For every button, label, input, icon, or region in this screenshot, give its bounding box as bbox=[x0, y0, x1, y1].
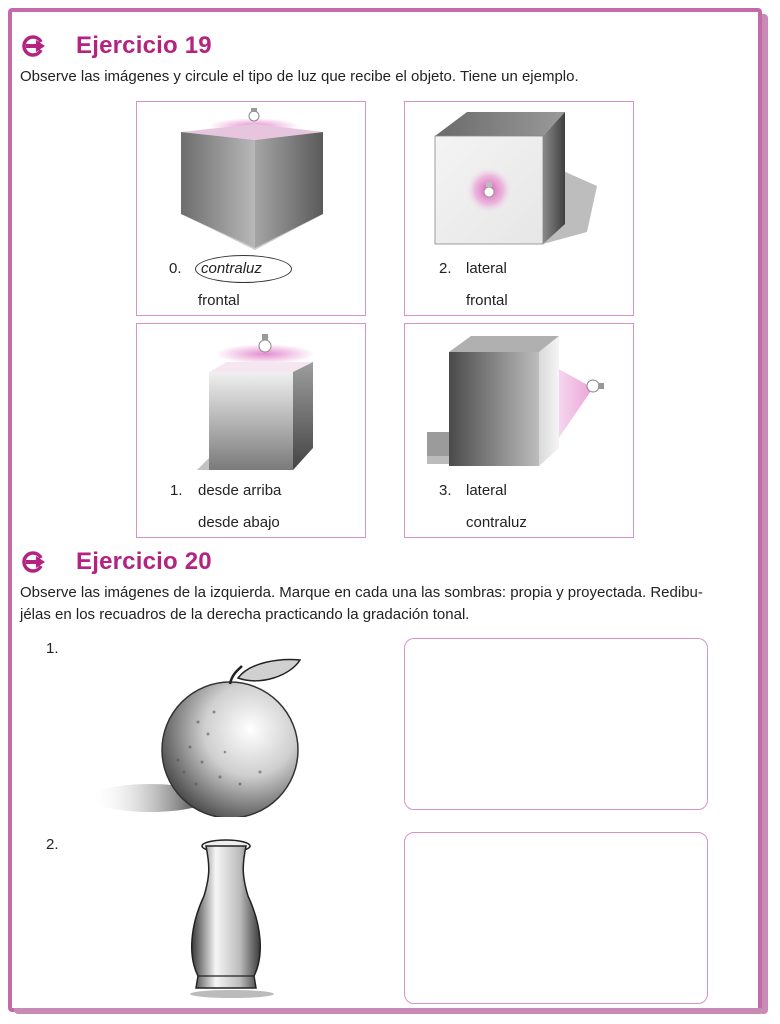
cube-top-light-illustration bbox=[137, 102, 367, 252]
item-3-number: 3. bbox=[439, 482, 452, 499]
item-2-number: 2. bbox=[439, 260, 452, 277]
card-item-1 bbox=[136, 323, 366, 538]
cube-above-light-illustration bbox=[137, 324, 367, 474]
card-item-3 bbox=[404, 323, 634, 538]
item-0-option-2: frontal bbox=[198, 292, 240, 309]
vase-illustration bbox=[180, 836, 280, 1000]
item-1-option-2: desde abajo bbox=[198, 514, 280, 531]
exercise-19-title: Ejercicio 19 bbox=[76, 32, 212, 59]
exercise-20-title: Ejercicio 20 bbox=[76, 548, 212, 575]
item-3-option-2: contraluz bbox=[466, 514, 527, 531]
cube-side-light-illustration bbox=[405, 324, 635, 474]
drawing-item-2-number: 2. bbox=[46, 836, 59, 853]
arrow-circle-icon bbox=[20, 35, 46, 57]
exercise-19-instruction: Observe las imágenes y circule el tipo de luz que recibe el objeto. Tiene un ejemplo. bbox=[20, 68, 579, 85]
item-0-option-1: contraluz bbox=[201, 260, 262, 277]
card-item-0 bbox=[136, 101, 366, 316]
light-bulb-icon bbox=[259, 334, 271, 352]
item-2-option-1: lateral bbox=[466, 260, 507, 277]
item-0-number: 0. bbox=[169, 260, 182, 277]
drawing-answer-box-1[interactable] bbox=[404, 638, 708, 810]
drawing-answer-box-2[interactable] bbox=[404, 832, 708, 1004]
drawing-item-1-number: 1. bbox=[46, 640, 59, 657]
arrow-circle-icon bbox=[20, 551, 46, 573]
item-3-option-1: lateral bbox=[466, 482, 507, 499]
card-item-2 bbox=[404, 101, 634, 316]
orange-illustration bbox=[80, 652, 320, 817]
cube-frontal-light-illustration bbox=[405, 102, 635, 252]
item-1-option-1: desde arriba bbox=[198, 482, 282, 499]
item-2-option-2: frontal bbox=[466, 292, 508, 309]
exercise-20-instruction-line-1: Observe las imágenes de la izquierda. Marque en cada una las sombras: propia y proyectada. Redibu- bbox=[20, 584, 703, 601]
light-bulb-icon bbox=[587, 380, 604, 392]
item-1-number: 1. bbox=[170, 482, 183, 499]
exercise-20-instruction-line-2: jélas en los recuadros de la derecha practicando la gradación tonal. bbox=[20, 606, 470, 623]
page-frame-shadow-right bbox=[762, 14, 768, 1014]
light-bulb-icon bbox=[249, 108, 259, 121]
exercise-20-heading bbox=[20, 548, 212, 576]
page-frame-shadow bbox=[14, 1008, 764, 1014]
exercise-19-heading bbox=[20, 32, 212, 60]
